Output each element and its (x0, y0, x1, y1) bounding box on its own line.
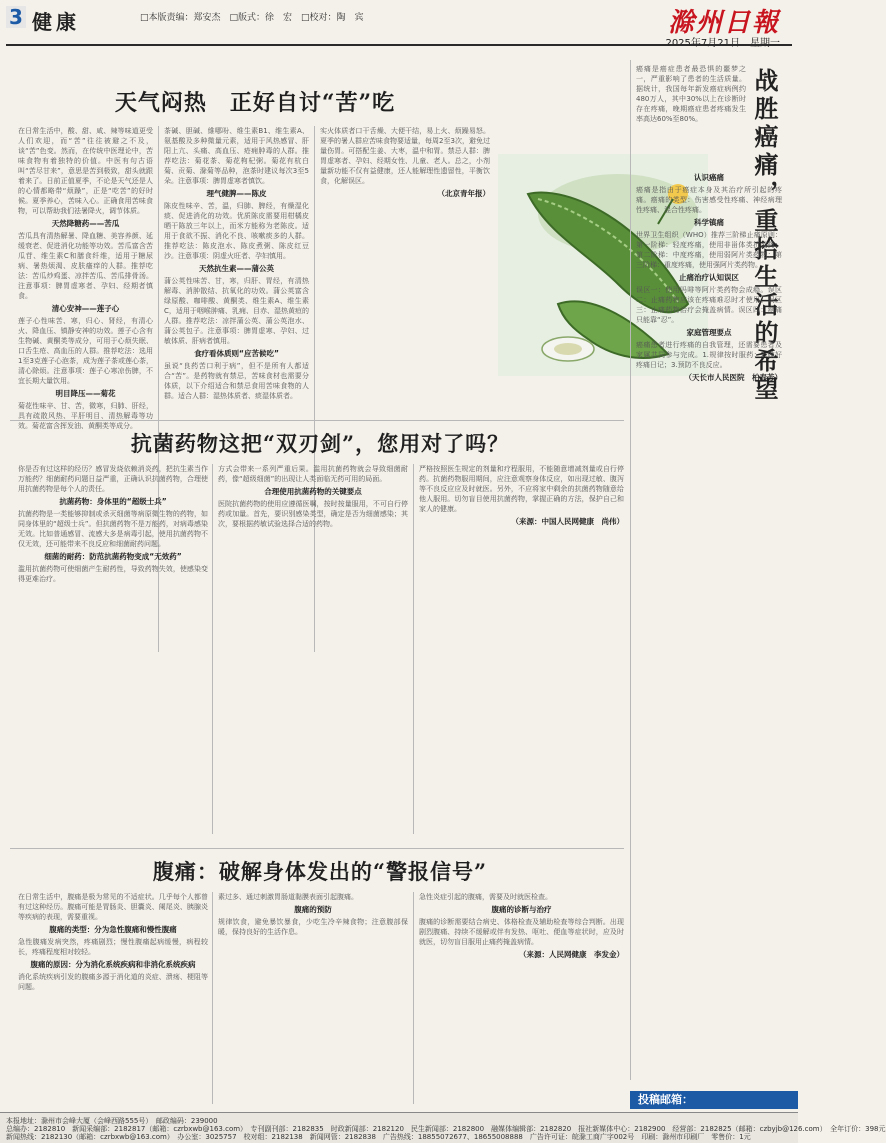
article3-col1-text: 在日常生活中，腹痛是极为常见的不适症状。几乎每个人都曾有过这种经历。腹痛可能是胃肠炎、胆囊炎、阑尾炎、胰腺炎等疾病的表现，需要重视。 (18, 893, 208, 921)
article3-subhead-causes: 腹痛的原因：分为消化系统疾病和非消化系统疾病 (30, 960, 196, 969)
article2-column-2 (218, 464, 408, 834)
section-divider (10, 848, 624, 849)
article1-col2-text: 茶碱、胆碱、維哪吩、维生素B1、维生素A、氨基酸及多种微量元素，适用于风热感冒、肝阳上亢、头痛、高血压、疮痈肿毒的人群。推荐吃法：菊花茶、菊花枸杞粥。菊花有杭白菊、贡菊、滁菊等品种，泡茶时建议每次3至5朵。注意事项：脾胃虚寒者慎饮。 (164, 127, 309, 185)
column-divider (413, 892, 414, 1104)
article2-col3-text: 严格按照医生规定的剂量和疗程服用，不能随意增减剂量或自行停药。抗菌药物服用期间，应注意观察身体反应，如出现过敏、腹泻等不良反应应及时就医。另外，不应将家中剩余的抗菌药物随意给他人服用。切勿盲目使用抗菌药物，掌握正确的方法，保护自己和家人的健康。 (419, 465, 624, 513)
article2-col1-text: 你是否有过这样的经历？感冒发烧依赖消炎药，把抗生素当作万能药？细菌耐药问题日益严重，正确认识抗菌药物，合理使用抗菌药物是每个人的责任。 (18, 465, 208, 493)
article3-col1b-text: 急性腹痛发病突然，疼痛剧烈；慢性腹痛起病缓慢，病程较长，疼痛程度相对较轻。 (18, 938, 208, 956)
article3-subhead-prevention: 腹痛的预防 (294, 905, 332, 914)
newspaper-logo: 滁州日報 (667, 8, 780, 38)
article2-subhead-resistance: 细菌的耐药：防范抗菌药物变成“无效药” (44, 552, 182, 561)
article4-subhead-myths: 止痛治疗认知误区 (679, 273, 739, 282)
article4-byline: （天长市人民医院 柏春芳） (684, 373, 782, 382)
article1-subhead-chrysanthemum: 明目降压——菊花 (55, 389, 116, 398)
article1-subhead-tangerine-peel: 理气健脾——陈皮 (206, 189, 267, 198)
article4-subhead-home-care: 家庭管理要点 (686, 328, 732, 337)
submission-email-banner: 投稿邮箱： (630, 1091, 798, 1109)
footer-hotlines: 新闻热线：2182130（邮箱：czrbxwb@163.com） 办公室：3025757 校对组：2182138 新闻网管：2182838 广告热线：18855072677、18655008888 广告许可证：皖滁工商广字002号 印刷：滁州市印刷厂 零售价：1元 (6, 1133, 751, 1141)
article2-headline: 抗菌药物这把“双刃剑”，您用对了吗？ (130, 431, 510, 456)
editor-credits: □本版责编：郑安杰 □版式：徐 宏 □校对：陶 宾 (140, 13, 364, 23)
article3-subhead-types: 腹痛的类型：分为急性腹痛和慢性腹痛 (49, 925, 177, 934)
section-divider (10, 420, 624, 421)
article1-col2d-text: 虽说“良药苦口利于病”，但不是所有人都适合“苦”。是药物就有禁忌，苦味食材也需要分体质，以下介绍适合和禁忌食用苦味食物的人群。适合人群：湿热体质者、痰湿体质者。 (164, 362, 309, 400)
article2-col2b-text: 医院抗菌药物的使用应遵循医嘱，按时按量服用，不可自行停药或加量。首先，要识别感染类型，确定是否为细菌感染；其次，要根据药敏试验选择合适的药物。 (218, 500, 408, 528)
article3-headline: 腹痛：破解身体发出的“警报信号” (152, 859, 488, 884)
article1-subhead-lotus: 清心安神——莲子心 (51, 304, 120, 313)
article1-col1d-text: 菊花性味辛、甘、苦，微寒，归肺、肝经，具有疏散风热、平肝明目、清热解毒等功效。菊花富含挥发油、黄酮类等成分。 (18, 402, 153, 430)
masthead-rule (6, 44, 792, 46)
article3-col2-text: 素过多、通过刺激胃肠道黏膜表面引起腹痛。 (218, 893, 358, 901)
article3-col3b-text: 腹痛的诊断需要结合病史、体格检查及辅助检查等综合判断。出现剧烈腹痛、持续不缓解或伴有发热、呕吐、便血等症状时，应及时就医，切勿盲目服用止痛药掩盖病情。 (419, 918, 624, 946)
article1-byline: （北京青年报） (437, 189, 490, 198)
article3-column-1 (18, 892, 208, 1104)
article2-column-3 (419, 464, 624, 834)
article2-byline: （来源：中国人民网健康 尚伟） (511, 517, 624, 526)
article2-col1c-text: 滥用抗菌药物可使细菌产生耐药性，导致药物失效，使感染变得更难治疗。 (18, 565, 208, 583)
article3-column-3 (419, 892, 624, 1104)
article1-col1c-text: 莲子心性味苦、寒，归心、肾经，有清心火、降血压、镇静安神的功效。莲子心含有生物碱、黄酮类等成分，可用于心烦失眠、口舌生疮、高血压的人群。推荐吃法：选用1至3克莲子心泡茶，成为莲子茶或莲心茶，清心除烦。注意事项：莲子心寒凉伤脾，不宜长期大量饮用。 (18, 317, 153, 385)
article1-column-3 (320, 126, 490, 366)
article3-col2b-text: 规律饮食，避免暴饮暴食，少吃生冷辛辣食物；注意腹部保暖，保持良好的生活作息。 (218, 918, 408, 936)
article1-col2b-text: 陈皮性味辛、苦，温，归肺、脾经，有燥湿化痰、促进消化的功效。优质陈皮需要用柑橘皮晒干陈放三年以上，而米方能称为老陈皮。适用于食欲不振、消化不良、咳嗽痰多的人群。推荐吃法：陈皮泡水、陈皮煮粥、陈皮红豆沙。注意事项：阴虚火旺者、孕妇慎用。 (164, 202, 309, 260)
article4-intro: 癌痛是癌症患者最恐惧的噩梦之一，严重影响了患者的生活质量。据统计，我国每年新发癌症病例约480万人，其中30%以上在诊断时存在疼痛，晚期癌症患者疼痛发生率高达60%至80%。 (636, 65, 746, 123)
issue-date (665, 34, 780, 49)
article1-subhead-constitution: 食疗看体质则“应苦候吃” (194, 349, 279, 358)
column-divider (212, 464, 213, 834)
article4-col-c-text: 误区一：使用吗啡等阿片类药物会成瘾。误区二：止痛药物应该在疼痛难忍时才使用。误区三：止痛药物治疗会掩盖病情。误区四：癌痛只能靠“忍”。 (636, 286, 782, 324)
article1-subhead-dandelion: 天然抗生素——蒲公英 (199, 264, 274, 273)
article4-vertical-headline: 战胜癌痛，重拾生活的希望 (750, 68, 779, 404)
article2-subhead-key-points: 合理使用抗菌药物的关键要点 (264, 487, 362, 496)
article3-byline: （来源：人民网健康 李发金） (519, 950, 624, 959)
article1-headline: 天气闷热 正好自讨“苦”吃 (114, 90, 396, 116)
article4-subhead-scientific: 科学镇痛 (694, 218, 724, 227)
article1-col2c-text: 蒲公英性味苦、甘，寒，归肝、胃经，有清热解毒、消肿散结、抗氧化的功效。蒲公英富含绿原酸、咖啡酸、黄酮类、维生素A、维生素C，适用于咽喉肿痛、乳痈、目赤、湿热黄疸的人群。推荐吃法：凉拌蒲公英、蒲公英泡水、蒲公英包子。注意事项：脾胃虚寒、孕妇、过敏体质、肝病者慎用。 (164, 277, 309, 345)
article2-column-1 (18, 464, 208, 834)
article4-col-a-text: 癌痛是指由于癌症本身及其治疗所引起的疼痛。癌痛的类型：伤害感受性疼痛、神经病理性疼痛、混合性疼痛。 (636, 186, 782, 214)
column-divider (413, 464, 414, 834)
section-title: 健康 (32, 10, 80, 34)
article4-col-d-text: 癌痛患者进行疼痛的自我管理，还需要患者及家属共同参与完成。1.规律按时服药；2.做好疼痛日记；3.预防不良反应。 (636, 341, 782, 369)
article2-subhead-soldiers: 抗菌药物：身体里的“超级士兵” (59, 497, 167, 506)
page-number: 3 (6, 6, 26, 28)
column-divider (630, 60, 631, 1080)
footer-address: 本报地址：滁州市会峰大厦（会峰西路555号） 邮政编码：239000 (6, 1117, 218, 1125)
article1-col3-text: 实火体质者口干舌燥、大便干结，易上火、烦躁易怒。夏季的暑人群应苦味食物要适量，每周2至3次，避免过量伤胃。可搭配生姜、大枣，温中和胃。禁忌人群：脾胃虚寒者、孕妇、经期女性、儿童、老人。总之，小剂量新功能不仅有益健康，还人能解理性遗留性，平衡饮食，化解误区。 (320, 127, 490, 185)
article1-subhead-bitter-melon: 天然降糖药——苦瓜 (51, 219, 120, 228)
footer-contacts: 总编办：2182810 新闻采编部：2182817（邮箱：czrbxwb@163.com） 专刊副刊部：2182835 时政新闻部：2182120 民生新闻部：2182800 融媒体编辑部：2182820 报社新媒体中心：2182900 经营部：2182825（邮箱：czbyjb@126.com） 全年订价：398元 (6, 1125, 886, 1133)
article3-col3-text: 急性炎症引起的腹痛，需要及时就医检查。 (419, 893, 552, 901)
article3-col1c-text: 消化系统疾病引发的腹痛多源于消化道的炎症、溃疡、梗阻等问题。 (18, 973, 208, 991)
article4-subhead-know-pain: 认识癌痛 (694, 173, 724, 182)
article3-column-2 (218, 892, 408, 1104)
column-divider (212, 892, 213, 1104)
article3-subhead-diagnosis: 腹痛的诊断与治疗 (491, 905, 552, 914)
article1-col1b-text: 苦瓜具有清热解暑、降血糖、美容养颜、延缓衰老、促进消化功能等功效。苦瓜富含苦瓜苷、维生素C和膳食纤维，适用于糖尿病、暑热烦渴、皮肤瘙痒的人群。推荐吃法：苦瓜炒鸡蛋、凉拌苦瓜、苦瓜排骨汤。注意事项：脾胃虚寒者、孕妇、经期者慎食。 (18, 232, 153, 300)
article2-col1b-text: 抗菌药物是一类能够抑制或杀灭细菌等病原微生物的药物，如同身体里的“超级士兵”。但抗菌药物不是万能药，对病毒感染无效。比如普通感冒、流感大多是病毒引起，使用抗菌药物不仅无效，还可能带来不良反应和细菌耐药问题。 (18, 510, 208, 548)
article2-col2-text: 方式会带来一系列严重后果。滥用抗菌药物就会导致细菌耐药，像“超级细菌”的出现让人类面临无药可用的局面。 (218, 465, 408, 483)
article1-col1-text: 在日常生活中，酸、甜、咸、辣等味道更受人们欢迎，而“苦”往往被避之不及，谈“苦”色变。然而，在传统中医理论中，苦味食物有着独特的价值。中医有句古语叫“苦尽甘来”，意思是苦到极致，甜头就跟着来了。日前正值夏季，不论是天气还是人的心情都略带“烦躁”，正是“吃苦”的好时候。夏季养心，苦味入心。正确食用苦味食物，可以帮助我们祛暑降火，调节体质。 (18, 127, 153, 215)
article4-col-b-text: 世界卫生组织（WHO）推荐三阶梯止痛原则：第一阶梯：轻度疼痛，使用非甾体类抗炎药；第二阶梯：中度疼痛，使用弱阿片类药物；第三阶梯：重度疼痛，使用强阿片类药物。 (636, 231, 782, 269)
article4-body (636, 170, 782, 1080)
